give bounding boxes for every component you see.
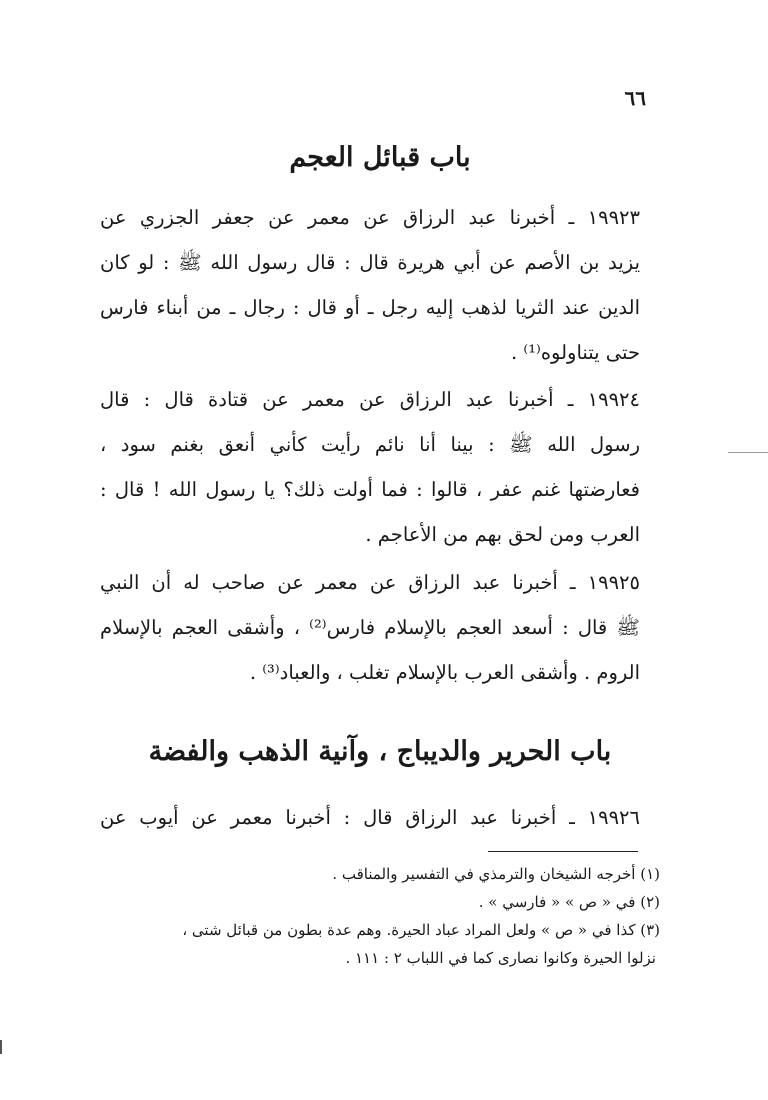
hadith-paragraph-19924 xyxy=(100,377,640,557)
text-line: فعارضتها غنم عفر ، قالوا : فما أولت ذلك؟ يا رسول الله ! قال : xyxy=(100,478,640,501)
footnote-1: (١) أخرجه الشيخان والترمذي في التفسير والمناقب . xyxy=(332,865,660,883)
hadith-paragraph-19923 xyxy=(100,195,640,375)
page-number: ٦٦ xyxy=(624,86,646,110)
hadith-paragraph-19926 xyxy=(100,795,640,840)
footnote-divider xyxy=(488,851,638,852)
margin-mark xyxy=(728,452,768,453)
text-line: ﷺ قال : أسعد العجم بالإسلام فارس⁽²⁾ ، وأشقى العجم بالإسلام xyxy=(100,616,640,639)
text-line: العرب ومن لحق بهم من الأعاجم . xyxy=(365,523,640,546)
text-line: ١٩٩٢٣ ـ أخبرنا عبد الرزاق عن معمر عن جعفر الجزري عن xyxy=(100,206,640,229)
hadith-paragraph-19925 xyxy=(100,560,640,695)
footnote-2: (٢) في « ص » « فارسي » . xyxy=(478,893,660,911)
footnote-3-continued: نزلوا الحيرة وكانوا نصارى كما في اللباب ٢ : ١١١ . xyxy=(345,949,656,967)
chapter-heading-2: باب الحرير والديباج ، وآنية الذهب والفضة xyxy=(148,736,612,767)
text-line: ١٩٩٢٥ ـ أخبرنا عبد الرزاق عن معمر عن صاحب له أن النبي xyxy=(100,571,640,594)
text-line: ١٩٩٢٤ ـ أخبرنا عبد الرزاق عن معمر عن قتادة قال : قال xyxy=(100,388,640,411)
text-line: الروم . وأشقى العرب بالإسلام تغلب ، والعباد⁽³⁾ . xyxy=(249,661,640,684)
text-line: رسول الله ﷺ : بينا أنا نائم رأيت كأني أنعق بغنم سود ، xyxy=(100,433,640,456)
footnotes xyxy=(100,860,660,972)
scan-edge-mark xyxy=(0,1040,2,1054)
text-line: الدين عند الثريا لذهب إليه رجل ـ أو قال : رجال ـ من أبناء فارس xyxy=(100,296,640,319)
text-line: حتى يتناولوه⁽¹⁾ . xyxy=(511,341,640,364)
chapter-heading-1: باب قبائل العجم xyxy=(289,142,471,173)
text-line: ١٩٩٢٦ ـ أخبرنا عبد الرزاق قال : أخبرنا معمر عن أيوب عن xyxy=(100,806,640,829)
text-line: يزيد بن الأصم عن أبي هريرة قال : قال رسول الله ﷺ : لو كان xyxy=(100,251,640,274)
footnote-3: (٣) كذا في « ص » ولعل المراد عباد الحيرة. وهم عدة بطون من قبائل شتى ، xyxy=(182,921,660,939)
